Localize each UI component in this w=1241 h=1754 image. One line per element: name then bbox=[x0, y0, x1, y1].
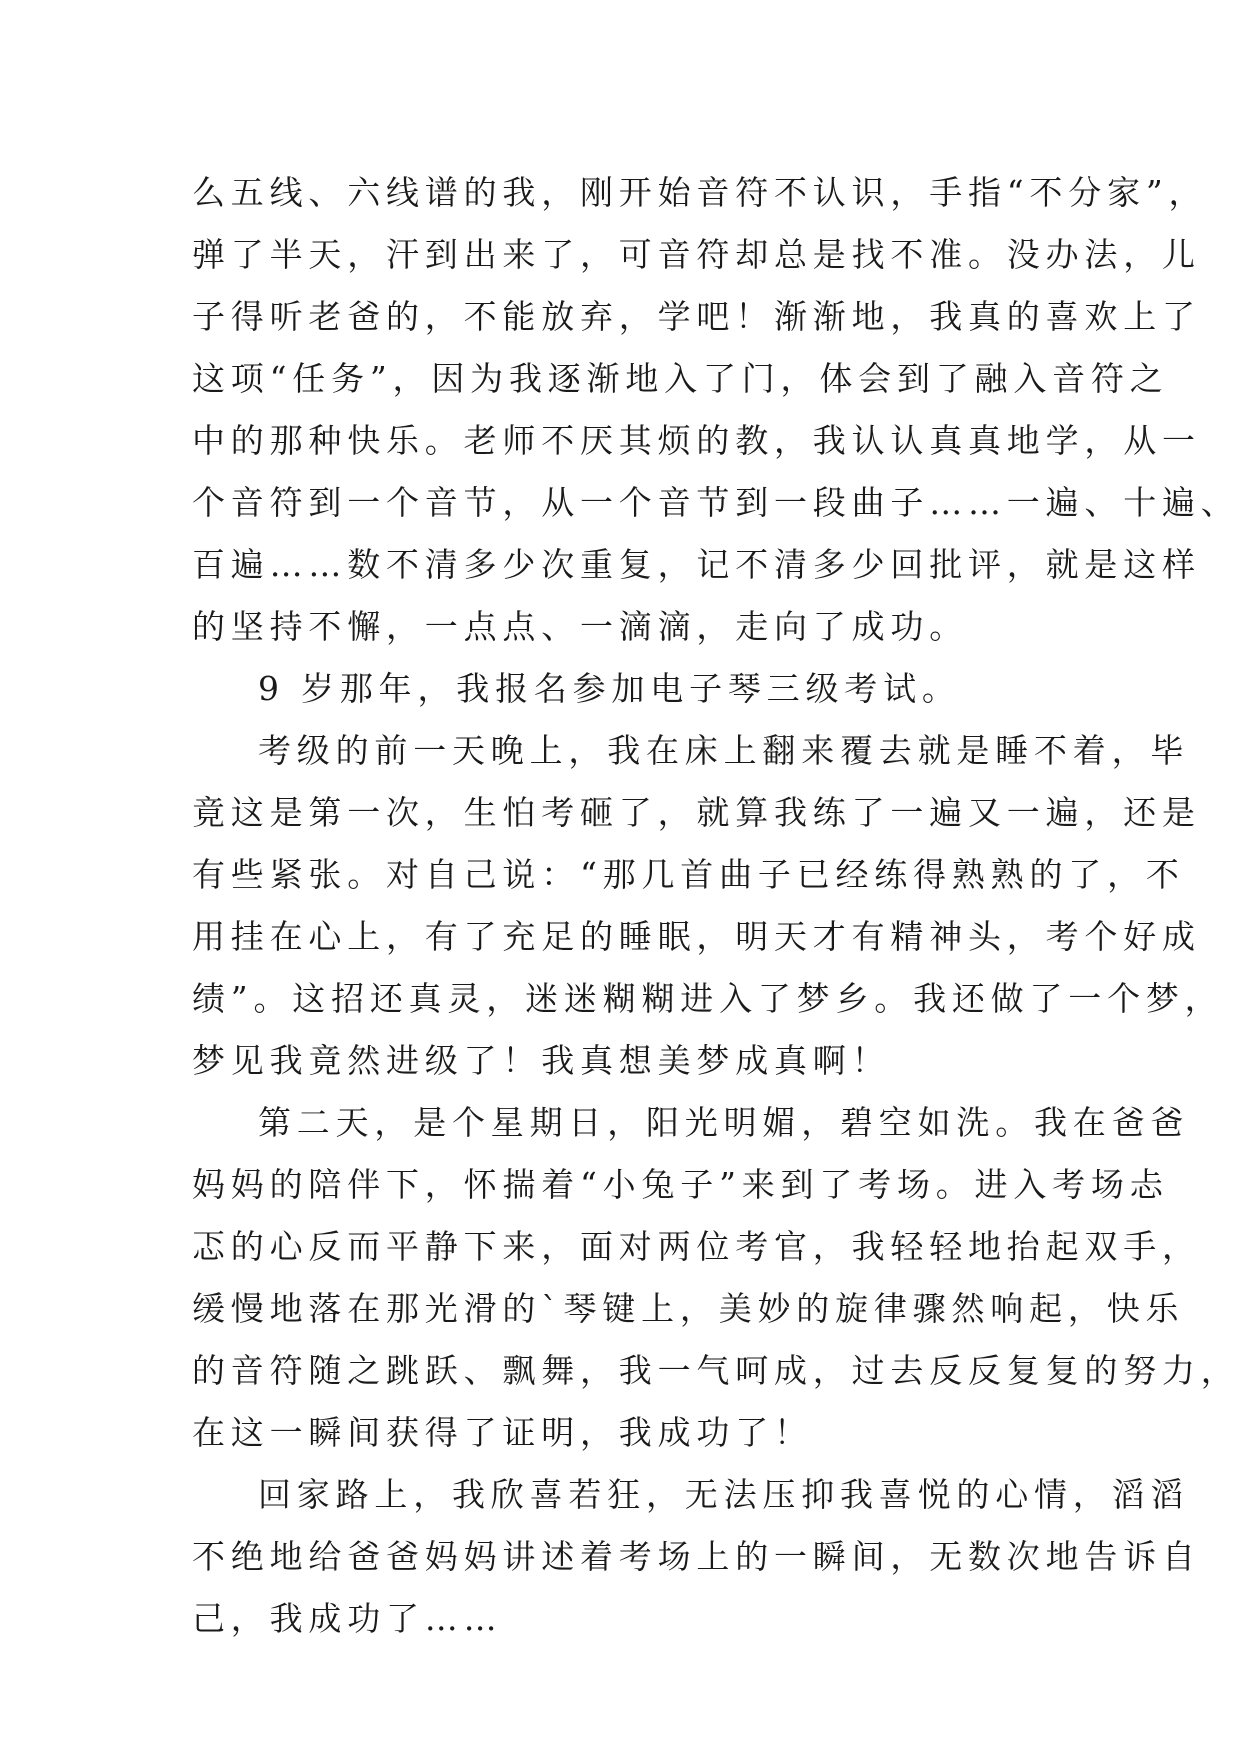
text-line: 忑的心反而平静下来，面对两位考官，我轻轻地抬起双手， bbox=[192, 1227, 1201, 1266]
text-line: 竟这是第一次，生怕考砸了，就算我练了一遍又一遍，还是 bbox=[192, 793, 1201, 832]
text-line: 不绝地给爸爸妈妈讲述着考场上的一瞬间，无数次地告诉自 bbox=[192, 1537, 1201, 1576]
text-line: 绩”。这招还真灵，迷迷糊糊进入了梦乡。我还做了一个梦， bbox=[192, 979, 1224, 1018]
text-line: 的音符随之跳跃、飘舞，我一气呵成，过去反反复复的努力， bbox=[192, 1351, 1240, 1390]
text-line: 这项“任务”，因为我逐渐地入了门，体会到了融入音符之 bbox=[192, 359, 1169, 398]
text-line: 的坚持不懈，一点点、一滴滴，走向了成功。 bbox=[192, 607, 968, 646]
text-line: 有些紧张。对自己说：“那几首曲子已经练得熟熟的了，不 bbox=[192, 855, 1185, 894]
paragraph-start-line: 考级的前一天晚上，我在床上翻来覆去就是睡不着，毕 bbox=[258, 731, 1190, 770]
text-line: 妈妈的陪伴下，怀揣着“小兔子”来到了考场。进入考场忐 bbox=[192, 1165, 1169, 1204]
paragraph-start-line: 9 岁那年，我报名参加电子琴三级考试。 bbox=[258, 669, 961, 708]
text-line: 己，我成功了…… bbox=[192, 1599, 503, 1638]
document-body bbox=[192, 162, 1240, 1650]
text-line: 个音符到一个音节，从一个音节到一段曲子……一遍、十遍、 bbox=[192, 483, 1240, 522]
text-line: 百遍……数不清多少次重复，记不清多少回批评，就是这样 bbox=[192, 545, 1201, 584]
paragraph-start-line: 第二天，是个星期日，阳光明媚，碧空如洗。我在爸爸 bbox=[258, 1103, 1190, 1142]
text-line: 中的那种快乐。老师不厌其烦的教，我认认真真地学，从一 bbox=[192, 421, 1201, 460]
text-line: 缓慢地落在那光滑的`琴键上，美妙的旋律骤然响起，快乐 bbox=[192, 1289, 1185, 1328]
text-line: 在这一瞬间获得了证明，我成功了！ bbox=[192, 1413, 813, 1452]
text-line: 梦见我竟然进级了！我真想美梦成真啊！ bbox=[192, 1041, 891, 1080]
text-line: 用挂在心上，有了充足的睡眠，明天才有精神头，考个好成 bbox=[192, 917, 1201, 956]
text-line: 弹了半天，汗到出来了，可音符却总是找不准。没办法，儿 bbox=[192, 235, 1201, 274]
paragraph-start-line: 回家路上，我欣喜若狂，无法压抑我喜悦的心情，滔滔 bbox=[258, 1475, 1190, 1514]
text-line: 子得听老爸的，不能放弃，学吧！渐渐地，我真的喜欢上了 bbox=[192, 297, 1201, 336]
text-line: 么五线、六线谱的我，刚开始音符不认识，手指“不分家”， bbox=[192, 173, 1208, 212]
